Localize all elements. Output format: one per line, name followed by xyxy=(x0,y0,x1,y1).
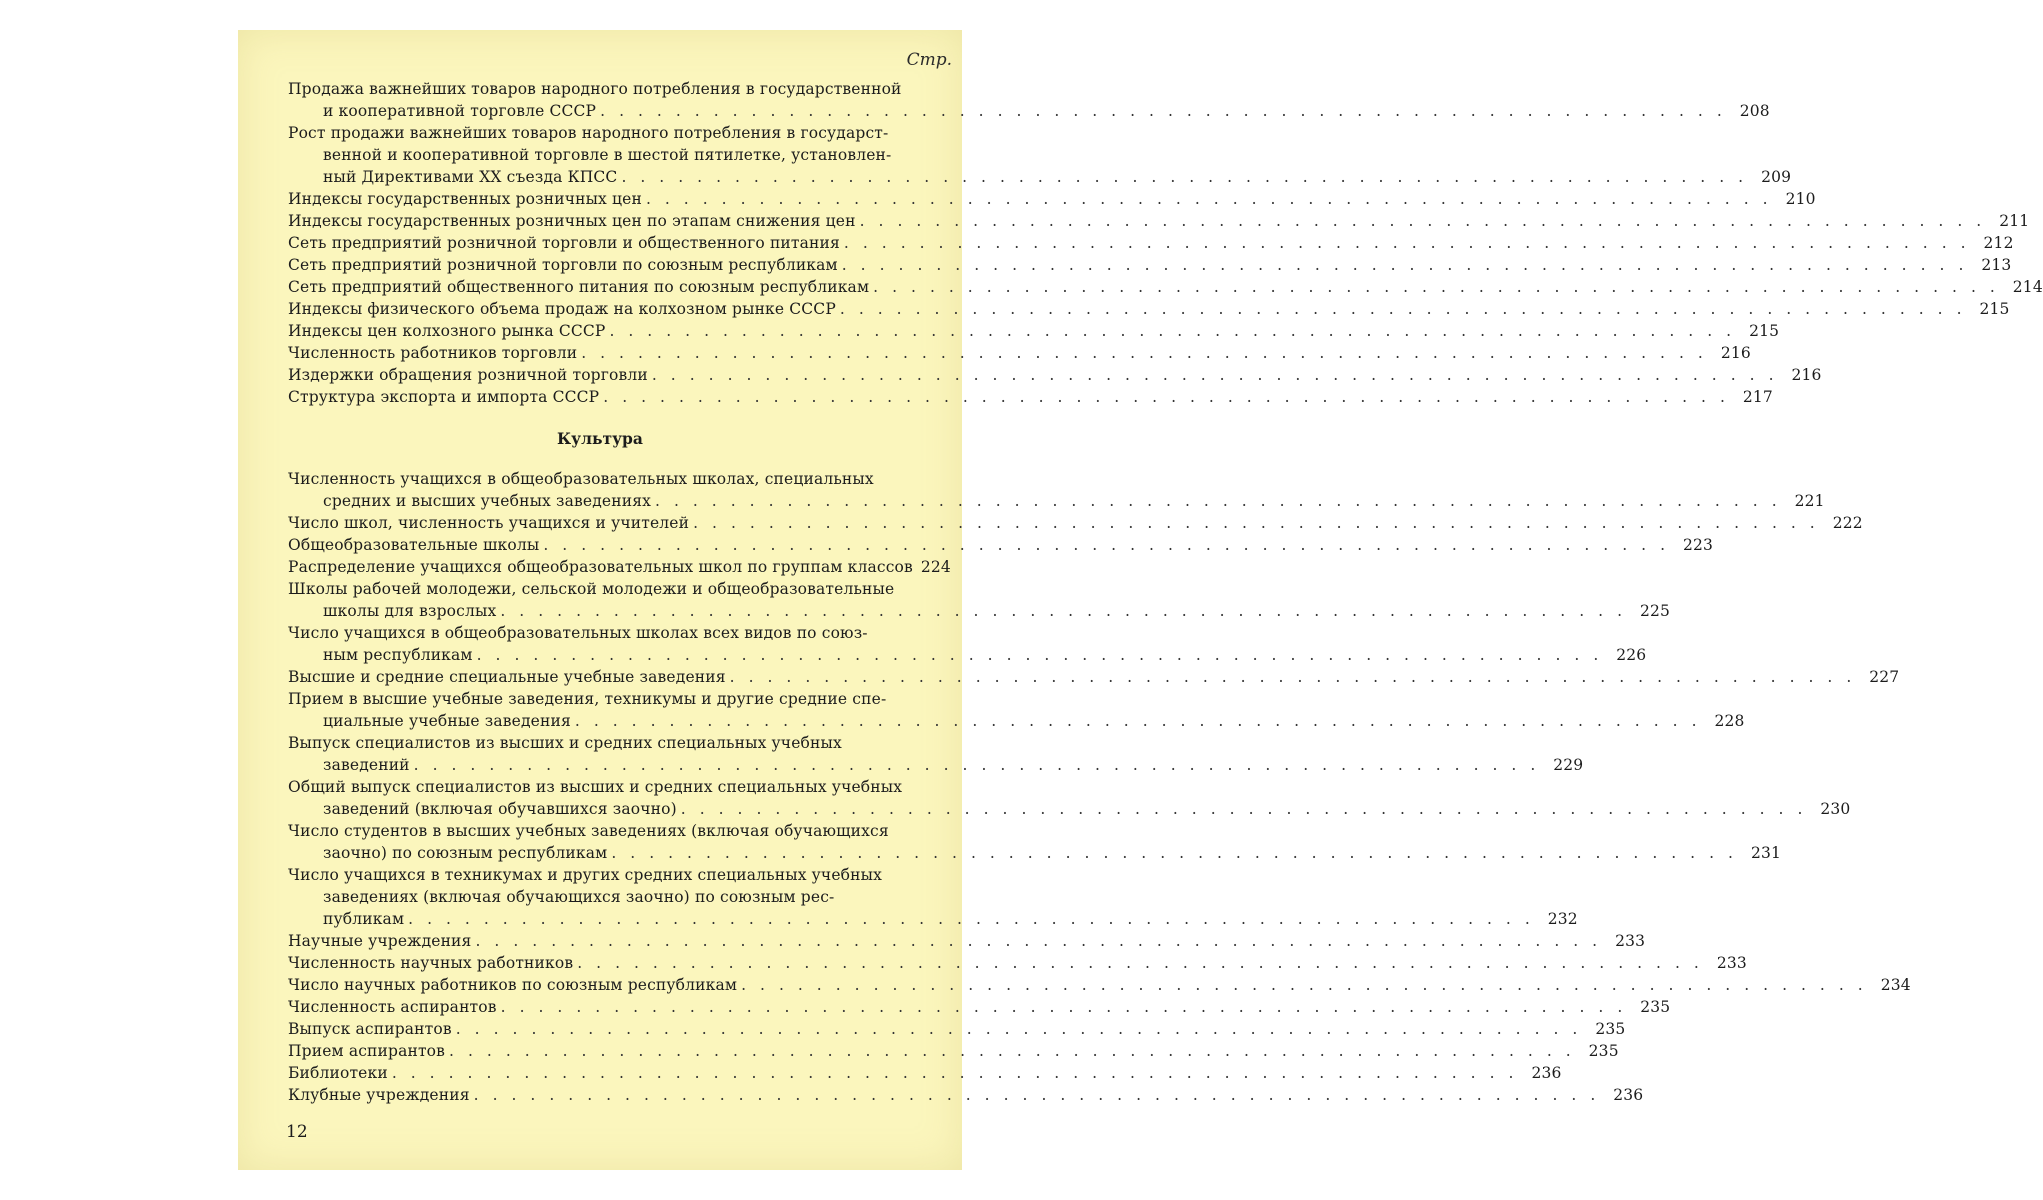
toc-entry xyxy=(288,468,1825,512)
toc-entry-line xyxy=(288,842,1782,864)
dot-leader: ............................................................ xyxy=(843,234,1980,252)
toc-entry-line xyxy=(288,342,1751,364)
toc-entry-page: 235 xyxy=(1595,1020,1626,1038)
toc-entry xyxy=(288,1040,1619,1062)
toc-entry-line xyxy=(288,78,912,100)
toc-entry xyxy=(288,78,1770,122)
dot-leader: ............................................................ xyxy=(574,712,1711,730)
toc-entry-line xyxy=(288,364,1822,386)
trade-entries xyxy=(288,78,2043,408)
toc-entry xyxy=(288,298,2010,320)
toc-entry xyxy=(288,820,1782,864)
toc-entry-page: 231 xyxy=(1750,844,1782,862)
toc-entry-text: Школы рабочей молодежи, сельской молодежи и общеобразовательные xyxy=(288,580,895,598)
toc-entry-line xyxy=(288,886,912,908)
toc-entry-text: Продажа важнейших товаров народного потребления в государственной xyxy=(288,80,902,98)
toc-entry-line xyxy=(288,188,1816,210)
toc-entry xyxy=(288,688,1745,732)
toc-entry-line xyxy=(288,578,912,600)
toc-entry-page: 213 xyxy=(1981,256,2012,274)
toc-entry-line xyxy=(288,276,2043,298)
toc-entry xyxy=(288,232,2014,254)
toc-entry-line xyxy=(288,210,2030,232)
toc-entry-line xyxy=(288,864,912,886)
toc-entry-text: и кооперативной торговле СССР xyxy=(323,102,597,120)
toc-entry-line xyxy=(288,232,2014,254)
toc-entry-text: школы для взрослых xyxy=(323,602,497,620)
section-title-culture: Культура xyxy=(557,429,643,448)
toc-entry-text: Общий выпуск специалистов из высших и средних специальных учебных xyxy=(288,778,903,796)
toc-entry-text: Число учащихся в техникумах и других средних специальных учебных xyxy=(288,866,882,884)
toc-entry-line xyxy=(288,710,1745,732)
toc-entry-text: заведениях (включая обучающихся заочно) по союзным рес- xyxy=(323,888,835,906)
toc-entry xyxy=(288,122,1792,188)
dot-leader: ............................................................ xyxy=(543,536,1679,554)
toc-entry-text: Число школ, численность учащихся и учителей xyxy=(288,514,690,532)
toc-entry-text: Структура экспорта и импорта СССР xyxy=(288,388,600,406)
toc-entry-text: публикам xyxy=(323,910,405,928)
toc-entry-line xyxy=(288,798,1851,820)
toc-entry-page: 222 xyxy=(1832,514,1863,532)
toc-entry-page: 208 xyxy=(1739,102,1770,120)
toc-entry-text: Индексы государственных розничных цен по этапам снижения цен xyxy=(288,212,856,230)
toc-entry xyxy=(288,974,1911,996)
toc-entry-page: 233 xyxy=(1716,954,1747,972)
toc-entry-line xyxy=(288,622,912,644)
toc-entry-line xyxy=(288,468,912,490)
toc-entry xyxy=(288,666,1900,688)
dot-leader: ............................................................ xyxy=(655,492,1791,510)
toc-entry-line xyxy=(288,600,1671,622)
toc-entry-text: Клубные учреждения xyxy=(288,1086,470,1104)
dot-leader: ............................................................ xyxy=(577,954,1713,972)
toc-entry xyxy=(288,556,951,578)
dot-leader: ............................................................ xyxy=(741,976,1877,994)
dot-leader: ............................................................ xyxy=(645,190,1782,208)
toc-entry-line xyxy=(288,490,1825,512)
toc-entry-text: Библиотеки xyxy=(288,1064,388,1082)
toc-entry-page: 229 xyxy=(1553,756,1584,774)
culture-entries xyxy=(288,468,1911,1106)
toc-entry xyxy=(288,276,2043,298)
toc-entry xyxy=(288,1018,1626,1040)
dot-leader: ............................................................ xyxy=(476,646,1613,664)
toc-entry-page: 227 xyxy=(1869,668,1900,686)
toc-entry-text: циальные учебные заведения xyxy=(323,712,571,730)
toc-entry xyxy=(288,1062,1562,1084)
toc-entry-line xyxy=(288,100,1770,122)
toc-entry-text: заведений xyxy=(323,756,410,774)
toc-entry-page: 214 xyxy=(2012,278,2043,296)
dot-leader: ............................................................ xyxy=(693,514,1829,532)
toc-entry-line xyxy=(288,1040,1619,1062)
toc-entry-text: Численность работников торговли xyxy=(288,344,578,362)
dot-leader: ............................................................ xyxy=(500,602,1636,620)
toc-entry xyxy=(288,864,1578,930)
toc-entry-text: Число студентов в высших учебных заведениях (включая обучающихся xyxy=(288,822,889,840)
toc-entry-text: заочно) по союзным республикам xyxy=(323,844,608,862)
page-column-label: Стр. xyxy=(906,50,952,70)
dot-leader: ............................................................ xyxy=(413,756,1550,774)
dot-leader: ............................................................ xyxy=(611,844,1747,862)
toc-entry xyxy=(288,1084,1644,1106)
dot-leader: ............................................................ xyxy=(408,910,1544,928)
toc-entry-page: 230 xyxy=(1820,800,1851,818)
toc-entry-line xyxy=(288,512,1863,534)
toc-entry-line xyxy=(288,732,912,754)
dot-leader: ............................................................ xyxy=(621,168,1758,186)
dot-leader: ............................................................ xyxy=(729,668,1866,686)
toc-entry-line xyxy=(288,776,912,798)
toc-entry-page: 232 xyxy=(1547,910,1578,928)
toc-entry-text: Издержки обращения розничной торговли xyxy=(288,366,648,384)
toc-entry-text: Сеть предприятий розничной торговли по союзным республикам xyxy=(288,256,838,274)
dot-leader: ............................................................ xyxy=(600,102,1736,120)
toc-entry-text: Общеобразовательные школы xyxy=(288,536,540,554)
toc-entry-line xyxy=(288,820,912,842)
dot-leader: ............................................................ xyxy=(609,322,1746,340)
toc-entry-page: 215 xyxy=(1979,300,2010,318)
dot-leader: ............................................................ xyxy=(841,256,1978,274)
toc-entry xyxy=(288,996,1671,1018)
toc-entry-line xyxy=(288,166,1792,188)
toc-entry-text: ный Директивами XX съезда КПСС xyxy=(323,168,618,186)
toc-entry-line xyxy=(288,666,1900,688)
toc-entry xyxy=(288,732,1584,776)
toc-entry-line xyxy=(288,1062,1562,1084)
toc-entry-line xyxy=(288,754,1584,776)
toc-entry-page: 226 xyxy=(1616,646,1647,664)
toc-entry-line xyxy=(288,952,1747,974)
toc-entry-page: 228 xyxy=(1714,712,1745,730)
dot-leader: ............................................................ xyxy=(603,388,1739,406)
dot-leader: ............................................................ xyxy=(680,800,1817,818)
toc-entry-page: 236 xyxy=(1613,1086,1644,1104)
toc-entry-page: 235 xyxy=(1640,998,1671,1016)
toc-entry xyxy=(288,930,1646,952)
toc-entry-text: заведений (включая обучавшихся заочно) xyxy=(323,800,677,818)
toc-entry-line xyxy=(288,254,2012,276)
toc-entry-text: Выпуск специалистов из высших и средних специальных учебных xyxy=(288,734,842,752)
toc-entry-text: ным республикам xyxy=(323,646,473,664)
toc-entry-text: Прием в высшие учебные заведения, техникумы и другие средние спе- xyxy=(288,690,887,708)
toc-entry-page: 212 xyxy=(1983,234,2014,252)
toc-entry-text: Численность учащихся в общеобразовательных школах, специальных xyxy=(288,470,874,488)
table-of-contents xyxy=(288,78,2043,1106)
toc-entry-page: 209 xyxy=(1761,168,1792,186)
toc-entry-line xyxy=(288,386,1773,408)
dot-leader: ............................................................ xyxy=(455,1020,1592,1038)
toc-entry-line xyxy=(288,122,912,144)
dot-leader: ............................................................ xyxy=(391,1064,1528,1082)
toc-entry-text: Число учащихся в общеобразовательных школах всех видов по союз- xyxy=(288,624,868,642)
toc-entry xyxy=(288,952,1747,974)
toc-entry-text: Сеть предприятий общественного питания по союзным республикам xyxy=(288,278,870,296)
toc-entry-line xyxy=(288,974,1911,996)
dot-leader: ............................................................ xyxy=(475,932,1612,950)
toc-entry-page: 216 xyxy=(1791,366,1822,384)
toc-entry-text: Высшие и средние специальные учебные заведения xyxy=(288,668,726,686)
toc-entry-text: Распределение учащихся общеобразовательных школ по группам классов xyxy=(288,558,913,576)
toc-entry-line xyxy=(288,298,2010,320)
toc-entry-line xyxy=(288,1084,1644,1106)
toc-entry xyxy=(288,320,1780,342)
toc-entry-text: Численность аспирантов xyxy=(288,998,497,1016)
toc-entry xyxy=(288,188,1816,210)
toc-entry-text: Сеть предприятий розничной торговли и общественного питания xyxy=(288,234,840,252)
toc-entry xyxy=(288,254,2012,276)
toc-entry-page: 210 xyxy=(1785,190,1816,208)
dot-leader: ............................................................ xyxy=(449,1042,1585,1060)
dot-leader: ............................................................ xyxy=(839,300,1976,318)
toc-entry-line xyxy=(288,688,912,710)
toc-entry-page: 236 xyxy=(1531,1064,1562,1082)
toc-entry-text: Прием аспирантов xyxy=(288,1042,446,1060)
toc-entry xyxy=(288,578,1671,622)
toc-entry xyxy=(288,210,2030,232)
toc-entry-page: 217 xyxy=(1742,388,1773,406)
toc-entry-line xyxy=(288,320,1780,342)
toc-entry-line xyxy=(288,556,951,578)
toc-entry-page: 221 xyxy=(1794,492,1825,510)
toc-entry-line xyxy=(288,1018,1626,1040)
dot-leader: ............................................................ xyxy=(473,1086,1610,1104)
toc-entry-page: 211 xyxy=(1999,212,2030,230)
toc-entry-text: Научные учреждения xyxy=(288,932,472,950)
toc-entry-page: 215 xyxy=(1749,322,1780,340)
toc-entry-page: 223 xyxy=(1683,536,1714,554)
page-number: 12 xyxy=(286,1122,308,1142)
toc-entry-page: 234 xyxy=(1880,976,1911,994)
toc-entry xyxy=(288,776,1851,820)
toc-entry-page: 235 xyxy=(1588,1042,1619,1060)
toc-entry xyxy=(288,622,1647,666)
toc-entry xyxy=(288,386,1773,408)
toc-entry-line xyxy=(288,144,912,166)
toc-entry-page: 225 xyxy=(1640,602,1671,620)
toc-entry-page: 224 xyxy=(920,558,951,576)
dot-leader: ............................................................ xyxy=(651,366,1788,384)
toc-entry-text: средних и высших учебных заведениях xyxy=(323,492,652,510)
toc-entry-text: Индексы государственных розничных цен xyxy=(288,190,642,208)
dot-leader: ............................................................ xyxy=(581,344,1717,362)
toc-entry-text: Число научных работников по союзным республикам xyxy=(288,976,738,994)
dot-leader: ............................................................ xyxy=(873,278,2009,296)
toc-entry-line xyxy=(288,908,1578,930)
toc-entry-text: венной и кооперативной торговле в шестой пятилетке, установлен- xyxy=(323,146,892,164)
toc-entry-text: Индексы физического объема продаж на колхозном рынке СССР xyxy=(288,300,836,318)
toc-entry-text: Выпуск аспирантов xyxy=(288,1020,452,1038)
toc-entry-text: Индексы цен колхозного рынка СССР xyxy=(288,322,606,340)
dot-leader: ............................................................ xyxy=(859,212,1996,230)
toc-entry xyxy=(288,364,1822,386)
book-page xyxy=(238,30,2043,1170)
toc-entry-text: Рост продажи важнейших товаров народного потребления в государст- xyxy=(288,124,889,142)
toc-entry-line xyxy=(288,644,1647,666)
toc-entry-line xyxy=(288,930,1646,952)
toc-entry-page: 233 xyxy=(1615,932,1646,950)
toc-entry-text: Численность научных работников xyxy=(288,954,574,972)
dot-leader: ............................................................ xyxy=(500,998,1637,1016)
toc-entry-page: 216 xyxy=(1720,344,1751,362)
toc-entry-line xyxy=(288,534,1714,556)
toc-entry xyxy=(288,512,1863,534)
toc-entry xyxy=(288,342,1751,364)
toc-entry xyxy=(288,534,1714,556)
toc-entry-line xyxy=(288,996,1671,1018)
